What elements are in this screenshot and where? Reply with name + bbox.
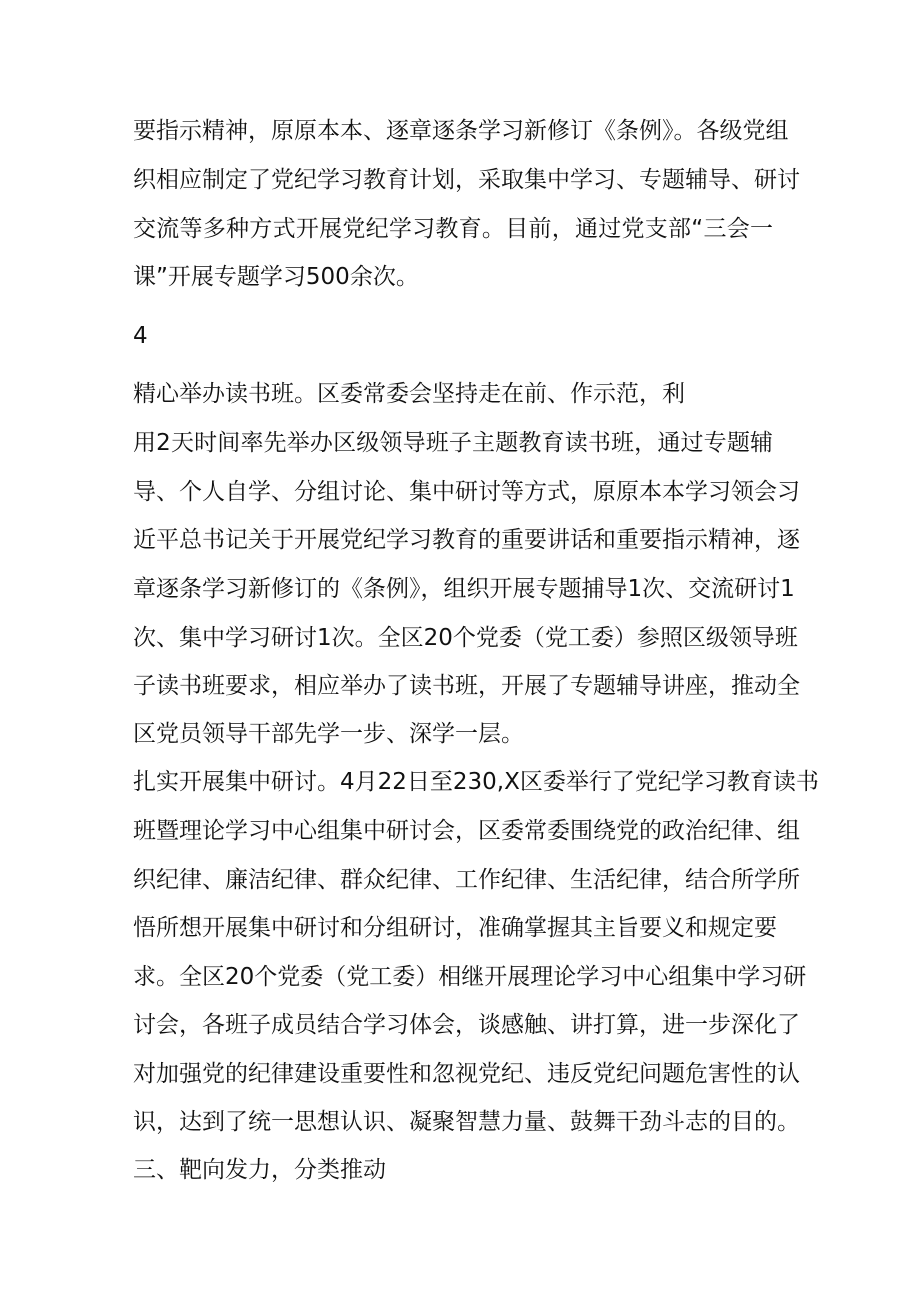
text-line-9: 近平总书记关于开展党纪学习教育的重要讲话和重要指示精神，逐	[133, 527, 800, 553]
text-line-7: 用2天时间率先举办区级领导班子主题教育读书班，通过专题辅	[133, 430, 773, 456]
text-line-6: 精心举办读书班。区委常委会坚持走在前、作示范，利	[133, 381, 685, 407]
text-line-21: 识，达到了统一思想认识、凝聚智慧力量、鼓舞干劲斗志的目的。	[133, 1109, 800, 1135]
text-line-11: 次、集中学习研讨1次。全区20个党委（党工委）参照区级领导班	[133, 625, 798, 651]
text-line-17: 悟所想开展集中研讨和分组研讨，准确掌握其主旨要义和规定要	[133, 915, 777, 941]
text-line-20: 对加强党的纪律建设重要性和忽视党纪、违反党纪问题危害性的认	[133, 1061, 800, 1087]
text-line-8: 导、个人自学、分组讨论、集中研讨等方式，原原本本学习领会习	[133, 479, 800, 505]
text-line-18: 求。全区20个党委（党工委）相继开展理论学习中心组集中学习研	[133, 964, 807, 990]
text-line-4: 课”开展专题学习500余次。	[133, 264, 419, 290]
text-line-14: 扎实开展集中研讨。4月22日至230,X区委举行了党纪学习教育读书	[133, 769, 819, 795]
text-line-15: 班暨理论学习中心组集中研讨会，区委常委围绕党的政治纪律、组	[133, 818, 800, 844]
text-line-2: 织相应制定了党纪学习教育计划，采取集中学习、专题辅导、研讨	[133, 167, 800, 193]
text-line-3: 交流等多种方式开展党纪学习教育。目前，通过党支部“三会一	[133, 216, 773, 242]
text-line-19: 讨会，各班子成员结合学习体会，谈感触、讲打算，进一步深化了	[133, 1012, 800, 1038]
text-line-13: 区党员领导干部先学一步、深学一层。	[133, 721, 524, 747]
section-heading: 三、靶向发力，分类推动	[133, 1157, 386, 1183]
text-line-10: 章逐条学习新修订的《条例》，组织开展专题捕导1次、交流研讨1	[133, 576, 795, 602]
text-line-1: 要指示精神，原原本本、逐章逐条学习新修订《条例》。各级党组	[133, 118, 789, 144]
text-line-16: 织纪律、廉洁纪律、群众纪律、工作纪律、生活纪律，结合所学所	[133, 867, 800, 893]
section-number: 4	[133, 323, 148, 349]
text-line-12: 子读书班要求，相应举办了读书班，开展了专题辅导讲座，推动全	[133, 673, 800, 699]
